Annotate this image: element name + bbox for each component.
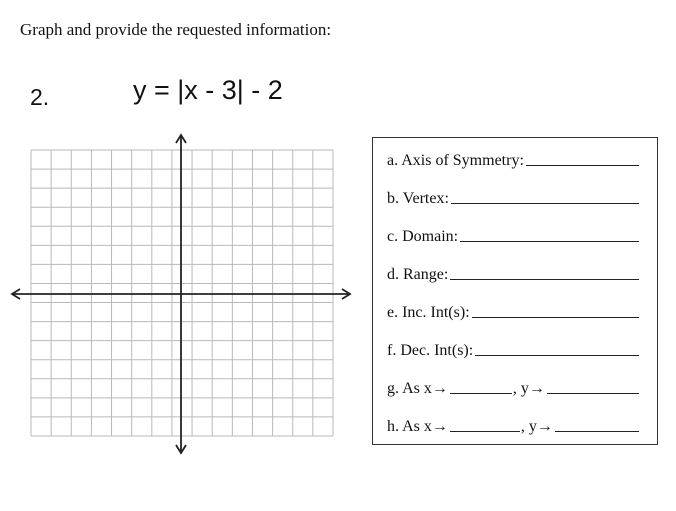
end-behavior-right-label: g. As x→ [387, 380, 448, 397]
vertex-row [387, 186, 639, 208]
increasing-intervals-row [387, 300, 639, 322]
range-blank[interactable] [450, 279, 639, 280]
end-behavior-left-label: h. As x→ [387, 418, 448, 435]
vertex-blank[interactable] [451, 203, 639, 204]
end-behavior-right-row [387, 376, 639, 398]
info-box [372, 137, 658, 445]
end-behavior-right-y-blank[interactable] [547, 393, 639, 394]
equation: y = |x - 3| - 2 [133, 75, 283, 105]
instruction-text: Graph and provide the requested information: [20, 20, 332, 39]
end-behavior-left-row [387, 414, 639, 436]
end-behavior-right-x-blank[interactable] [450, 393, 512, 394]
vertex-label: b. Vertex: [387, 190, 449, 207]
end-behavior-right-y-label: , y→ [512, 380, 545, 397]
range-row [387, 262, 639, 284]
problem-number: 2. [30, 84, 50, 110]
decreasing-intervals-blank[interactable] [475, 355, 639, 356]
decreasing-intervals-label: f. Dec. Int(s): [387, 342, 474, 359]
decreasing-intervals-row [387, 338, 639, 360]
range-label: d. Range: [387, 266, 449, 283]
increasing-intervals-blank[interactable] [472, 317, 639, 318]
grid-lines [31, 150, 333, 436]
end-behavior-left-x-blank[interactable] [450, 431, 520, 432]
domain-blank[interactable] [460, 241, 639, 242]
domain-row [387, 224, 639, 246]
axis-of-symmetry-row [387, 148, 639, 170]
end-behavior-left-y-blank[interactable] [555, 431, 639, 432]
domain-label: c. Domain: [387, 228, 459, 245]
increasing-intervals-label: e. Inc. Int(s): [387, 304, 470, 321]
end-behavior-left-y-label: , y→ [520, 418, 553, 435]
axis-of-symmetry-blank[interactable] [526, 165, 639, 166]
axis-of-symmetry-label: a. Axis of Symmetry: [387, 152, 524, 169]
